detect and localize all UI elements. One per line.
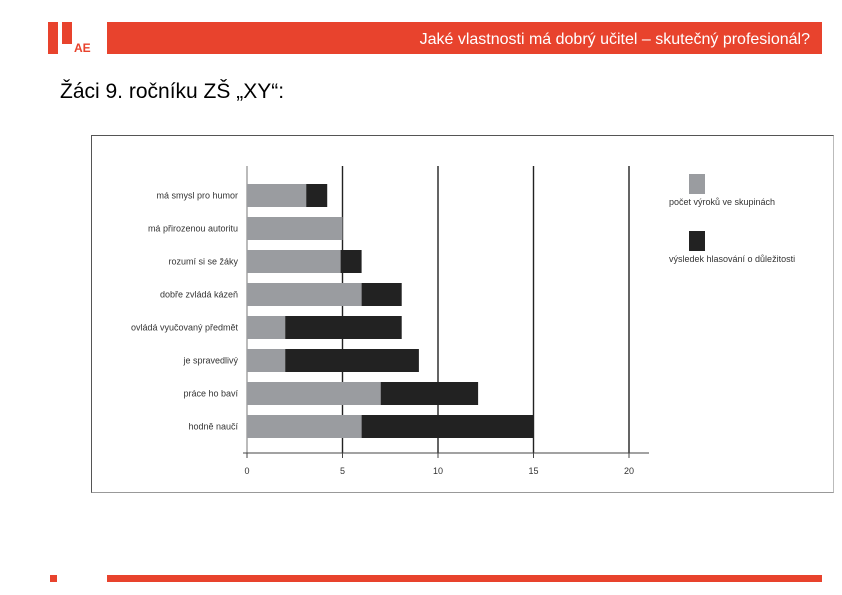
footer-bar [107, 575, 822, 582]
category-label: hodně naučí [188, 421, 238, 432]
chart-frame [91, 135, 834, 493]
legend-swatch [689, 174, 705, 194]
bar-segment-gray [247, 283, 362, 306]
header-title: Jaké vlastnosti má dobrý učitel – skutečný profesionál? [419, 31, 810, 48]
category-label: dobře zvládá kázeň [159, 289, 238, 300]
category-label: je spravedlivý [183, 355, 238, 366]
bar-segment-gray [247, 316, 285, 339]
category-label: rozumí si se žáky [168, 256, 238, 267]
bar-segment-gray [247, 250, 341, 273]
logo-text: AE [74, 41, 91, 54]
bar-segment-gray [247, 184, 306, 207]
company-logo [48, 22, 98, 54]
bar-segment-black [285, 349, 419, 372]
x-tick-label: 15 [528, 466, 539, 476]
chart [92, 136, 833, 492]
category-label: má smysl pro humor [156, 190, 238, 201]
category-label: má přirozenou autoritu [147, 223, 238, 234]
legend-label: počet výroků ve skupinách [669, 197, 776, 207]
bar-segment-black [381, 382, 478, 405]
bar-segment-black [285, 316, 402, 339]
bar-segment-black [306, 184, 327, 207]
x-tick-label: 5 [339, 466, 346, 476]
category-label: ovládá vyučovaný předmět [130, 322, 238, 333]
bar-segment-black [362, 283, 402, 306]
category-label: práce ho baví [183, 388, 238, 399]
bar-segment-gray [247, 217, 343, 240]
bar-segment-black [341, 250, 362, 273]
x-tick-label: 0 [244, 466, 250, 476]
x-tick-label: 10 [432, 466, 444, 476]
legend-swatch [689, 231, 705, 251]
slide-title: Žáci 9. ročníku ZŠ „XY“: [60, 80, 285, 103]
bar-segment-gray [247, 349, 285, 372]
x-tick-label: 20 [623, 466, 635, 476]
bar-segment-gray [247, 382, 381, 405]
bar-segment-gray [247, 415, 362, 438]
legend-label: výsledek hlasování o důležitosti [669, 254, 796, 264]
bar-segment-black [362, 415, 534, 438]
footer-square [50, 575, 57, 582]
